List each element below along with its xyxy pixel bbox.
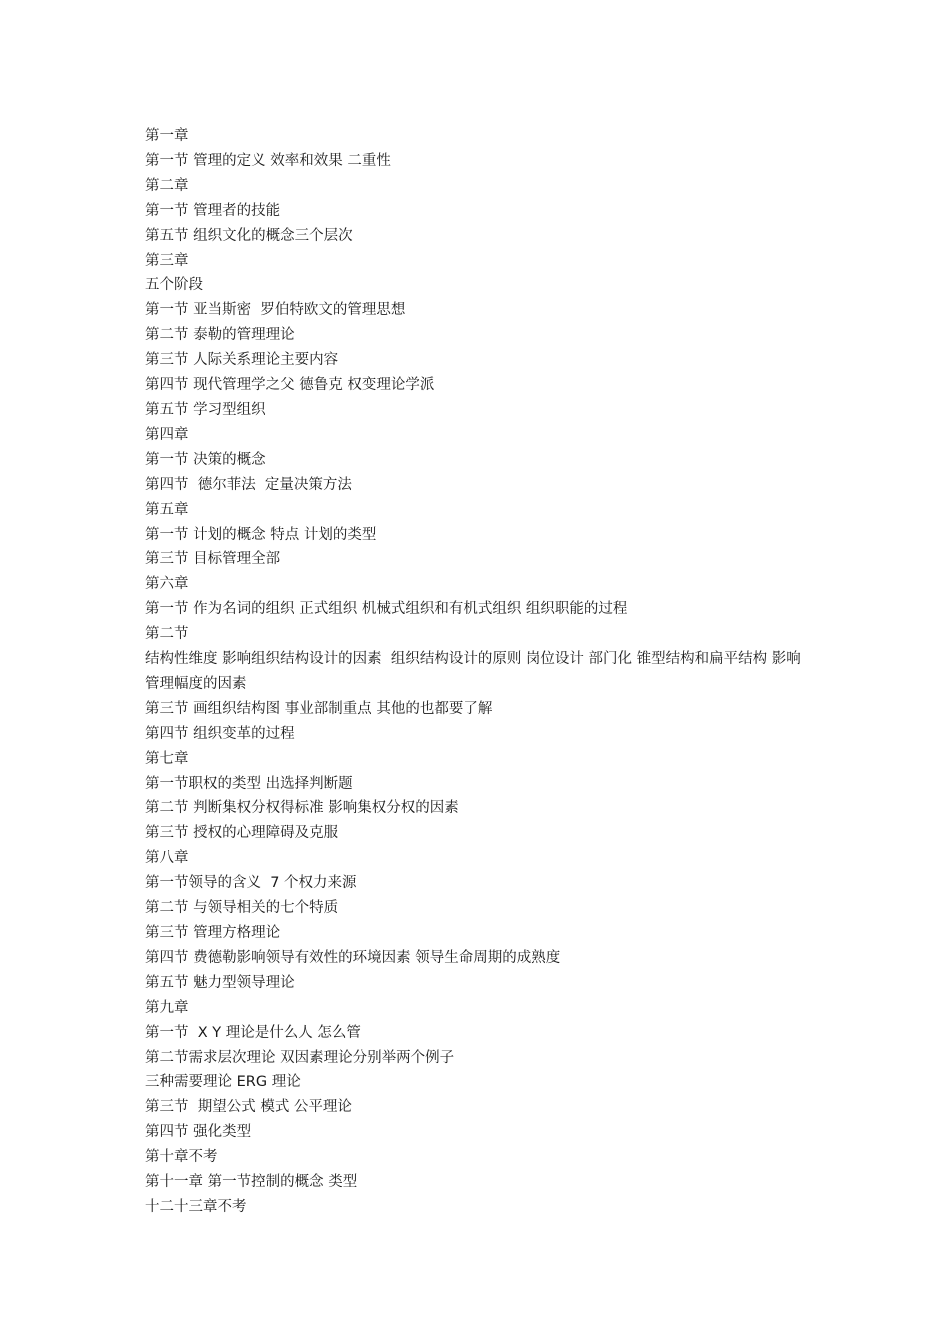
chapter-heading-7: 第七章 xyxy=(145,750,189,767)
section-line: 第一节职权的类型 出选择判断题 xyxy=(145,775,353,792)
section-line: 第二节 与领导相关的七个特质 xyxy=(145,900,339,917)
section-line: 第三节 画组织结构图 事业部制重点 其他的也都要了解 xyxy=(145,700,493,717)
section-line: 第一节领导的含义 7 个权力来源 xyxy=(145,875,357,892)
chapter-heading-4: 第四章 xyxy=(145,426,189,443)
section-line: 第一节 管理的定义 效率和效果 二重性 xyxy=(145,152,391,169)
section-line: 第三节 目标管理全部 xyxy=(145,551,281,568)
section-line: 第四节 强化类型 xyxy=(145,1124,252,1141)
chapter-heading-8: 第八章 xyxy=(145,850,189,867)
chapter-heading-10: 第十章不考 xyxy=(145,1149,218,1166)
chapter-heading-2: 第二章 xyxy=(145,177,189,194)
section-line: 第五节 组织文化的概念三个层次 xyxy=(145,227,353,244)
section-line: 第一节 亚当斯密 罗伯特欧文的管理思想 xyxy=(145,302,406,319)
chapter-heading-11: 第十一章 第一节控制的概念 类型 xyxy=(145,1174,358,1191)
section-line: 第四节 德尔菲法 定量决策方法 xyxy=(145,476,352,493)
chapter-heading-9: 第九章 xyxy=(145,999,189,1016)
section-line: 第二节 泰勒的管理理论 xyxy=(145,327,295,344)
chapter-heading-12-13: 十二十三章不考 xyxy=(145,1198,247,1215)
chapter-heading-1: 第一章 xyxy=(145,128,189,144)
document-body xyxy=(145,124,815,1220)
text-line: 五个阶段 xyxy=(145,277,203,294)
section-line: 第一节 作为名词的组织 正式组织 机械式组织和有机式组织 组织职能的过程 xyxy=(145,601,628,618)
section-line: 第四节 费德勒影响领导有效性的环境因素 领导生命周期的成熟度 xyxy=(145,949,561,966)
section-line: 第一节 决策的概念 xyxy=(145,451,266,468)
section-line: 第四节 现代管理学之父 德鲁克 权变理论学派 xyxy=(145,377,435,394)
section-line: 第三节 人际关系理论主要内容 xyxy=(145,352,339,369)
chapter-heading-6: 第六章 xyxy=(145,576,189,593)
section-line: 第四节 组织变革的过程 xyxy=(145,725,295,742)
chapter-heading-3: 第三章 xyxy=(145,252,189,269)
chapter-heading-5: 第五章 xyxy=(145,501,189,518)
text-line: 结构性维度 影响组织结构设计的因素 组织结构设计的原则 岗位设计 部门化 锥型结构和扁平结构 影响管理幅度的因素 xyxy=(145,651,801,692)
section-line: 第五节 学习型组织 xyxy=(145,401,266,418)
section-line: 第五节 魅力型领导理论 xyxy=(145,974,295,991)
section-line: 第一节 计划的概念 特点 计划的类型 xyxy=(145,526,377,543)
section-line: 第一节 X Y 理论是什么人 怎么管 xyxy=(145,1024,361,1041)
text-line: 三种需要理论 ERG 理论 xyxy=(145,1074,301,1091)
section-line: 第二节 xyxy=(145,626,189,643)
section-line: 第三节 授权的心理障碍及克服 xyxy=(145,825,339,842)
section-line: 第二节 判断集权分权得标准 影响集权分权的因素 xyxy=(145,800,459,817)
section-line: 第三节 期望公式 模式 公平理论 xyxy=(145,1099,352,1116)
section-line: 第三节 管理方格理论 xyxy=(145,925,281,941)
section-line: 第二节需求层次理论 双因素理论分别举两个例子 xyxy=(145,1049,455,1066)
section-line: 第一节 管理者的技能 xyxy=(145,202,281,219)
